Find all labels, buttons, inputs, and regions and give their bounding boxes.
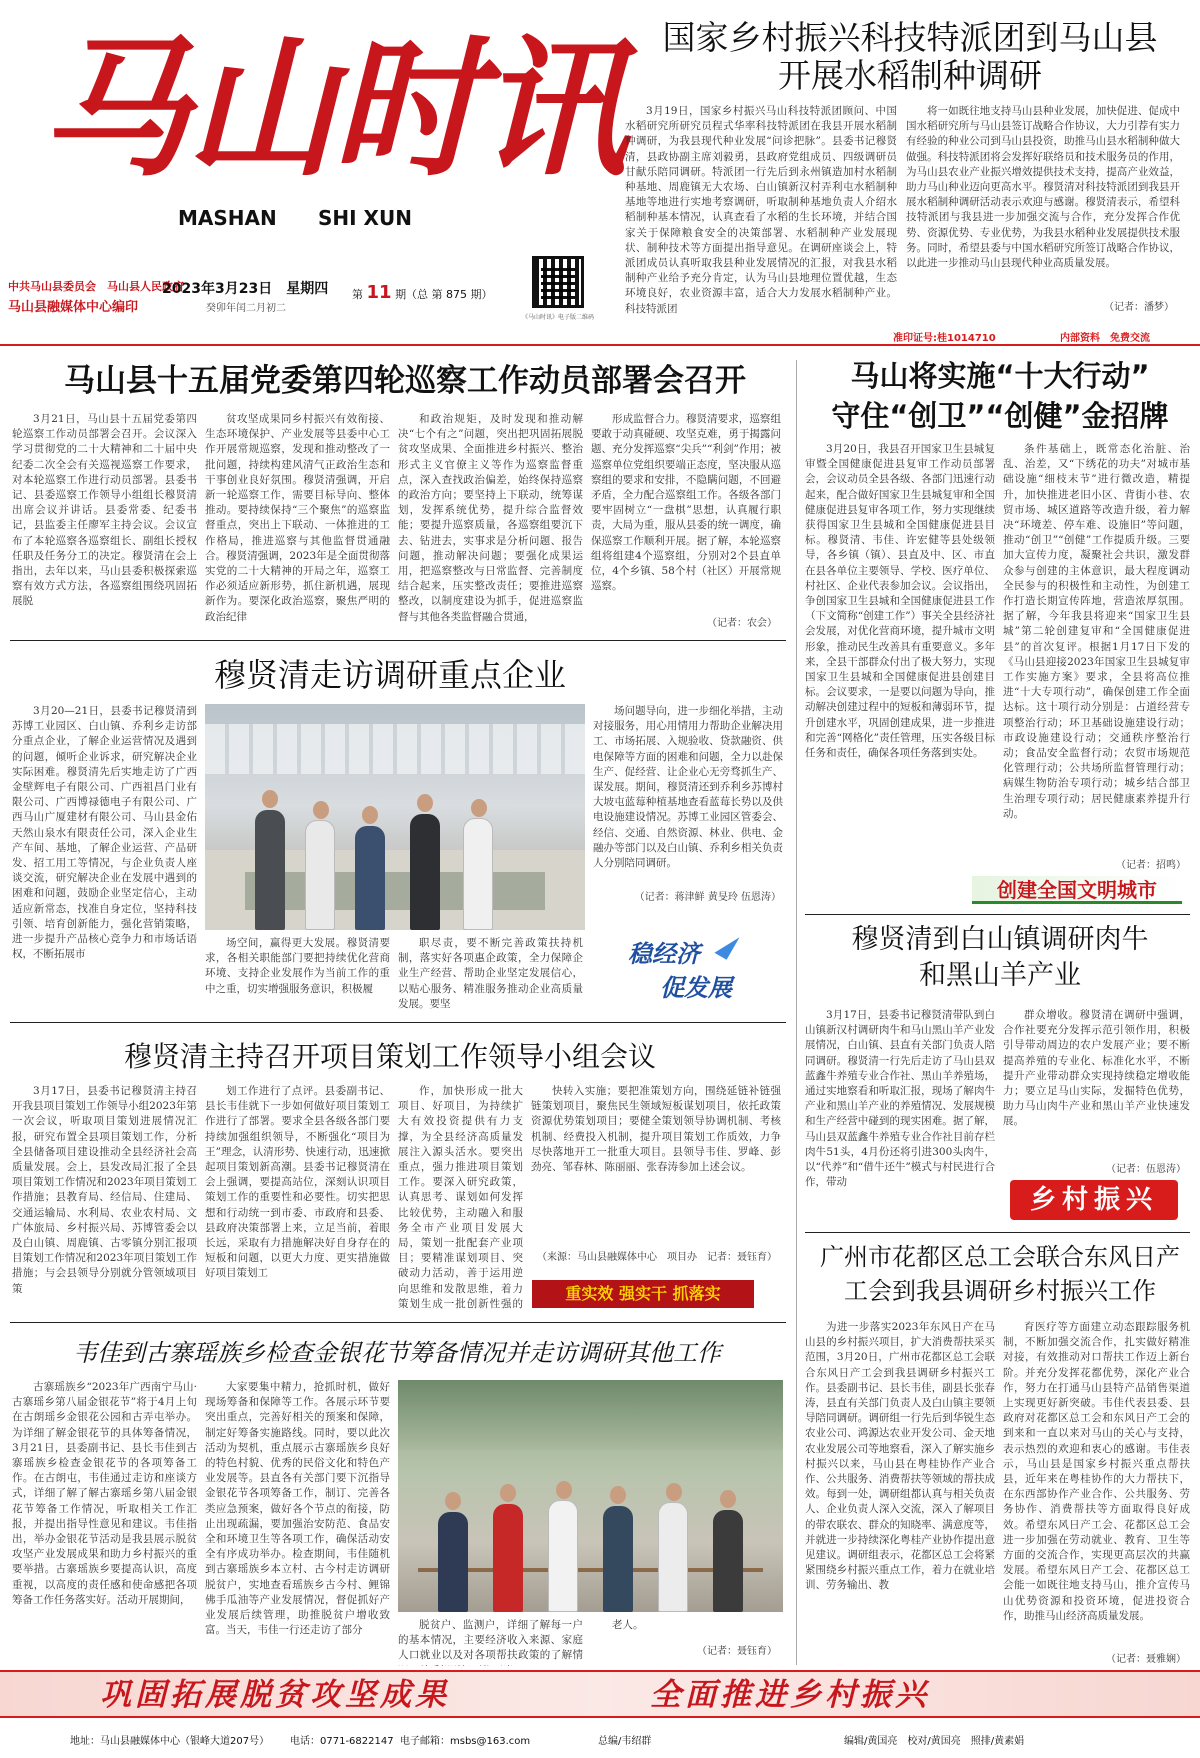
issue-prefix: 第 [352, 288, 363, 301]
person-figure [438, 1512, 468, 1612]
divider-a4 [10, 1022, 786, 1023]
qr-caption: 《马山时讯》电子版二维码 [522, 314, 595, 321]
banner-right-slogan: 全面推进乡村振兴 [650, 1677, 930, 1713]
masthead-logo: 马山时讯 [40, 21, 625, 197]
article2-col3-text: 和政治规矩，及时发现和推动解决“七个有之”问题，突出把巩固拓展脱贫攻坚成果、全面推进乡村振兴、整治形式主义官僚主义等作为巡察监督重点，深入查找政治偏差，始终保持巡察的政治方向；要坚持上下联动，统筹谋划，发挥系统优势，提升综合监督效能；要提升巡察质量，各巡察组要沉下去、钻进去，实事求是分析问题、报告问题，推动解决问题；要强化成果运用，把巡察整改与日常监督、完善制度结合起来，压实整改责任；要推进巡察整改，以制度建设为抓手，促进巡察监督与其他各类监督融合贯通， [398, 413, 583, 623]
permit-note: 内部资料 免费交流 [1060, 333, 1150, 344]
footer-address: 地址：马山县融媒体中心（银峰大道207号） [70, 1736, 270, 1747]
article2-col3 [398, 412, 583, 628]
article6-col4 [531, 1084, 781, 1224]
article8-col2-text: 大家要集中精力，抢抓时机，做好现场筹备和保障等工作。各展示环节要突出重点，完善好相关的预案和保障，制定好筹备实施路线。同时，要以此次活动为契机，重点展示古寨瑶族乡良好的特色村貌、优秀的民俗文化和特色产业发展等。县直各有关部门要下沉指导金银花节各项筹备工作，制订、完善各类应急预案，做好各个节点的衔接，防止出现疏漏，要加强治安防范、食品安全和环境卫生等各项工作，确保活动安全有序成功举办。检查期间，韦佳随机到古寨瑶族乡本立村、古今村走访调研脱贫户，实地查看瑶族乡古今村、鲤锦佛手瓜油等产业发展情况，督促抓好产业发展后续管理，助推脱贫户增收致富。当天，韦佳一行还走访了部分 [205, 1381, 390, 1637]
divider-right-col [796, 360, 797, 1665]
article8-col3 [398, 1618, 583, 1666]
article1-col1 [625, 104, 897, 314]
permit-bar [0, 328, 1200, 346]
article8-col2 [205, 1380, 390, 1666]
article5-col1-text: 3月17日，县委书记穆贤清带队到白山镇新汉村调研肉牛和马山黑山羊产业发展情况，白山镇、县直有关部门负责人陪同调研。穆贤清一行先后走访了马山县双蓝鑫牛养殖专业合作社、黑山羊养殖场，通过实地察看和听取汇报，现场了解肉牛产业和黑山羊产业的养殖情况、发展规模和生产经营中碰到的现实困难。据了解，马山县双蓝鑫牛养殖专业合作社目前存栏肉牛51头，4月份还将引进300头肉牛，以“代养”和“借牛还牛”模式与村民进行合作，带动 [805, 1009, 995, 1189]
article3-title-line2: 守住“创卫”“创健”金招牌 [831, 399, 1169, 433]
article5-title-line1: 穆贤清到白山镇调研肉牛 [851, 924, 1149, 955]
footer-phone: 电话：0771-6822147 [290, 1736, 394, 1747]
article6-col1-text: 3月17日，县委书记穆贤清主持召开我县项目策划工作领导小组2023年第一次会议，听取项目策划进展情况汇报，研究布置全县项目策划工作，分析全县储备项目建设推动全县经济社会高质量发展。会上，县发改局汇报了全县项目策划工作情况和2023年项目策划工作措施；县教育局、经信局、住建局、交通运输局、水利局、农业农村局、文广体旅局、乡村振兴局、苏博管委会以及白山镇、周鹿镇、古零镇分别汇报项目策划工作情况和2023年项目策划工作措施；与会县领导分别就分管领域项目策 [12, 1085, 197, 1295]
civilized-city-badge: 创建全国文明城市 [972, 876, 1182, 904]
lunar-date: 癸卯年闰二月初二 [206, 303, 286, 314]
article2-col4 [591, 412, 781, 612]
article2-title: 马山县十五届党委第四轮巡察工作动员部署会召开 [64, 363, 746, 399]
article4-col1 [12, 704, 197, 1014]
slogan-line1: 稳经济 [628, 940, 700, 968]
issue-number [352, 282, 493, 303]
footer [0, 1722, 1200, 1758]
article2-col2 [205, 412, 390, 628]
article6-col1 [12, 1084, 197, 1312]
person-figure [548, 1500, 578, 1612]
person-figure [493, 1504, 523, 1612]
article8-photo [398, 1380, 783, 1612]
article5-col1 [805, 1008, 995, 1206]
article7-col1-text: 为进一步落实2023年东风日产在马山县的乡村振兴项目，扩大消费帮扶采买范围，3月20日，广州市花都区总工会联合东风日产工会到我县调研乡村振兴工作。县委副书记、县长韦佳，副县长张春涛，县直有关部门负责人及白山镇主要领导陪同调研。调研组一行先后到华锐生态农业公司、鸿源达农业开发公司、金天地农业发展公司等地察看，深入了解实施乡村振兴以来，马山县在粤桂协作产业合作、公共服务、消费帮扶等领域的帮扶成效。每到一处，调研组都认真与相关负责人、企业负责人深入交流，深入了解项目的带农联农、群众的知晓率、满意度等，并就进一步持续深化粤桂产业协作提出意见建议。调研组表示，花都区总工会将紧紧围绕乡村振兴重点工作，着力在就业培训、劳务输出、教 [805, 1321, 995, 1592]
person-figure [355, 826, 385, 930]
article4-col-right-text: 场问题导向，进一步细化举措，主动对接服务，用心用情用力帮助企业解决用工、市场拓展、入规验收、贷款融资、供电保障等方面的困难和问题，全力以赴保生产、促经营、让企业心无旁骛抓生产、谋发展。期间，穆贤清还到乔利乡苏博村大坡屯蓝莓种植基地查看蓝莓长势以及供电设施建设情况。苏博工业园区管委会、经信、交通、自然资源、林业、供电、金融办等部门以及白山镇、乔利乡相关负责人分别陪同调研。 [593, 705, 783, 870]
article1-title-line2: 开展水稻制种调研 [778, 56, 1042, 95]
sponsors-line2: 马山县融媒体中心编印 [8, 300, 139, 315]
article5-col2 [1003, 1008, 1190, 1138]
sponsors-line1: 中共马山县委员会 马山县人民政府 [8, 280, 184, 293]
article5-title-line2: 和黑山羊产业 [919, 960, 1081, 991]
article7-byline: （记者：聂雅娴） [1106, 1654, 1186, 1665]
article6-col3-text: 作，加快形成一批大项目、好项目，为持续扩大有效投资提供有力支撑，为全县经济高质量发展注入源头活水。要突出重点，强力推进项目策划工作。要深入研究政策，认真思考、谋划如何发挥比较优势，主动融入和服务全市产业项目发展大局，策划一批配套产业项目；要精准谋划项目、突破动力活动，善于运用逆向思维和发散思维，着力策划生成一批创新性强的 [398, 1085, 523, 1310]
person-figure [463, 818, 493, 930]
article7-title-line2: 工会到我县调研乡村振兴工作 [844, 1277, 1156, 1305]
divider-a5 [805, 1232, 1190, 1233]
footer-email: 电子邮箱：msbs@163.com [400, 1736, 531, 1747]
divider-a6 [10, 1322, 786, 1323]
article2-byline: （记者：农会） [707, 618, 777, 629]
article6-col2-text: 划工作进行了点评。县委副书记、县长韦佳就下一步如何做好项目策划工作进行了部署。要求全县各级各部门要持续加强组织领导，不断强化“项目为王”理念，认清形势、快速行动，迅速掀起项目策划新高潮。县委书记穆贤清在会上强调，要提高站位，深刻认识项目策划工作的重要性和必要性。切实把思想和行动统一到市委、市政府和县委、县政府决策部署上来，立足当前，着眼长远，采取有力措施解决好自身存在的短板和问题，以更大力度、更实措施做好项目策划工 [205, 1085, 390, 1280]
issue-total: 期（总 第 875 期） [395, 288, 493, 301]
article8-col3b-text: 老人。 [612, 1619, 644, 1631]
article1-title-line1: 国家乡村振兴科技特派团到马山县 [662, 18, 1158, 57]
issue-no: 11 [366, 282, 392, 303]
person-figure [410, 814, 440, 930]
divider-a2 [10, 640, 786, 641]
article3-col1-text: 3月20日，我县召开国家卫生县城复审暨全国健康促进县复审工作动员部署会，会议动员全县各级、各部门迅速行动起来，配合做好国家卫生县城复审和全国健康促进县复审各项工作，努力实现继续获得国家卫生县城和全国健康促进县目标。穆贤清、韦佳、许宏健等县处级领导，各乡镇（镇）、县直及中、区、市直在县各单位主要领导、学校、医疗单位、村社区、企业代表参加会议。会议指出，争创国家卫生县城和全国健康促进县工作（下文简称“创建工作”）事关全县经济社会发展，对优化营商环境，提升城市文明形象，推动民生改善具有重要意义。多年来，全县干部群众付出了极大努力，实现国家卫生县城和全国健康促进县创建目标。会议要求，一是要以问题为导向，推动解决创建过程中的短板和薄弱环节，提升创建水平，巩固创建成果，进一步推进和完善“网格化”责任管理，压实各级目标任务和责任，确保各项任务落到实处。 [805, 443, 995, 760]
article4-photo [205, 704, 585, 930]
masthead-pinyin-right: SHI XUN [318, 206, 412, 230]
article8-col3b [591, 1618, 781, 1636]
article7-title-line1: 广州市花都区总工会联合东风日产 [820, 1243, 1180, 1271]
article3-col2-text: 条件基础上，既常态化治脏、治乱、治差，又“下绣花的功夫”对城市基础设施“细枝末节”进行微改造，精提升，加快推进老旧小区、背街小巷、农贸市场、城区道路等改造升级，着力解决“环境差、停车难、设施旧”等问题，推动“创卫”“创健”工作提质升级。三要加大宣传力度，凝聚社会共识，激发群众参与创建的主体意识，最大程度调动全民参与的积极性和主动性，为创建工作打造长期宣传阵地，营造浓厚氛围。据了解，今年我县将迎来“国家卫生县城”第二轮创建复审和“全国健康促进县”的首次复评。根据1月17日下发的《马山县迎接2023年国家卫生县城复审工作实施方案》要求，全县将高位推进“十大专项行动”，确保创建工作全面达标。这十项行动分别是：占道经营专项整治行动；环卫基础设施建设行动；市政设施建设行动；交通秩序整治行动；食品安全监督行动；农贸市场规范化管理行动；公共场所监督管理行动；病媒生物防治专项行动；城乡结合部卫生治理专项行动；居民健康素养提升行动。 [1003, 443, 1190, 820]
article4-col-right [593, 704, 783, 884]
article8-title: 韦佳到古寨瑶族乡检查金银花节筹备情况并走访调研其他工作 [73, 1339, 721, 1367]
article1-col1-text: 3月19日，国家乡村振兴马山科技特派团顾问、中国水稻研究所研究员程式华率科技特派团在我县开展水稻制种调研，为我县现代种业发展“问诊把脉”。县委书记穆贤清，县政协副主席刘毅勇，县政府党组成员、四级调研员甘献乐陪同调研。特派团一行先后到永州镇造加村水稻制种基地、周鹿镇无大农场、白山镇新汉村弄利屯水稻制种基地等地进行实地考察调研，听取制种基地负责人介绍水稻制种基本情况，认真查看了水稻的生长环境，并结合国家关于保障粮食安全的决策部署、水稻制种产业发展现状、制种技术等方面提出指导意见。在调研座谈会上，特派团成员认真听取我县种业发展情况的汇报，对我县水稻制种产业给予充分肯定，认为马山县地理位置优越，生态环境良好，农业资源丰富，适合大力发展水稻制种产业。科技特派团 [625, 105, 897, 314]
qr-code-icon [532, 256, 584, 308]
article1-col2-text: 将一如既往地支持马山县种业发展，加快促进、促成中国水稻研究所与马山县签订战略合作协议，大力引荐有实力有经验的种业公司到马山县投资，助推马山县水稻制种做大做强。科技特派团将会发挥好联络员和技术服务员的作用，为马山县农业产业振兴增效提供技术支持，提高产业效益，助力马山种业迈向更高水平。穆贤清对科技特派团到我县开展水稻制种调研活动表示欢迎与感谢。穆贤清表示，希望科技特派团与我县进一步加强交流与合作，充分发挥合作优势、资源优势、专业优势，为我县水稻种业发展提供技术服务。同时，希望县委与中国水稻研究所签订战略合作协议，以此进一步推动马山县现代种业高质量发展。 [906, 105, 1180, 270]
article1-col2 [906, 104, 1180, 290]
masthead-pinyin-left: MASHAN [178, 206, 277, 230]
article7-col2-text: 育医疗等方面建立动态跟踪服务机制，不断加强交流合作，扎实做好精准对接，有效推动对口帮扶工作迈上新台阶。并充分发挥花都优势，深化产业合作，努力在打通马山县特产品销售渠道上实现更好新突破。韦佳代表县委、县政府对花都区总工会和东风日产工会的到来和一直以来对马山的关心与支持，表示热烈的欢迎和衷心的感谢。韦佳表示，马山县是国家乡村振兴重点帮扶县，近年来在粤桂协作的大力帮扶下，在东西部协作产业合作、公共服务、劳务协作、消费帮扶等方面取得良好成效。希望东风日产工会、花都区总工会进一步加强在劳动就业、教育、卫生等方面的交流合作，实现更高层次的共赢发展。希望东风日产工会、花都区总工会能一如既往地支持马山，推介宣传马山优势资源和投资环境，促进投资合作，助推马山经济高质量发展。 [1003, 1321, 1190, 1622]
person-figure [603, 1506, 633, 1612]
bottom-banner [0, 1670, 1200, 1718]
article8-col3-text: 脱贫户、监测户，详细了解每一户的基本情况，主要经济收入来源、家庭人口就业以及对各项帮扶政策的了解情 [398, 1619, 583, 1662]
person-figure [713, 1510, 743, 1612]
issue-date: 2023年3月23日 星期四 [162, 281, 329, 297]
article4-byline: （记者：蒋津鲜 黄旻玲 伍恩涛） [634, 892, 781, 903]
article7-col2 [1003, 1320, 1190, 1646]
masthead [0, 0, 1200, 345]
slogan-line2: 促发展 [660, 974, 732, 1002]
article7-col1 [805, 1320, 995, 1665]
article2-col1 [12, 412, 197, 628]
article3-col2 [1003, 442, 1190, 854]
article8-col1-text: 古寨瑶族乡“2023年广西南宁马山·古寨瑶乡第八届金银花节”将于4月上旬在古朗瑶乡金银花公园和古弄屯举办。为详细了解金银花节的具体筹备情况，3月21日，县委副书记、县长韦佳到古寨瑶族乡检查金银花节的各项筹备工作。在古朗屯，韦佳通过走访和座谈方式，详细了解了解古寨瑶乡第八届金银花节筹备工作情况，听取相关工作汇报，并提出指导性意见和建议。韦佳指出，举办金银花节活动是我县展示脱贫攻坚产业发展成果和助力乡村振兴的重要举措。古寨瑶族乡要提高认识，高度重视，以高度的责任感和使命感把各项筹备工作任务落实好。活动开展期间， [12, 1381, 197, 1606]
article8-byline: （记者：聂钰育） [697, 1646, 777, 1657]
article4-col1-text: 3月20—21日，县委书记穆贤清到苏博工业园区、白山镇、乔利乡走访部分重点企业，了解企业运营情况及遇到的问题，倾听企业诉求，研究解决企业实际困难。穆贤清先后实地走访了广西金壁辉电子有限公司、广西祖昌门业有限公司、广西博禄德电子有限公司、广西马山广厦建材有限公司、马山县金佑天然山泉水有限责任公司，深入企业生产车间、基地，了解企业运营、产品研发、招工用工等情况，与企业负责人座谈交流，研究解决企业在发展中遇到的困难和问题，鼓励企业坚定信心，主动适应新常态，找准自身定位，坚持科技引领、培育创新能力，强化营销策略，进一步提升产品核心竞争力和市场话语权，不断拓展市 [12, 705, 197, 961]
article1-byline: （记者：潘梦） [1104, 302, 1174, 313]
divider-a3 [805, 914, 1190, 915]
person-figure [658, 1502, 688, 1612]
banner-left-slogan: 巩固拓展脱贫攻坚成果 [100, 1677, 450, 1713]
article3-col1 [805, 442, 995, 892]
article3-byline: （记者：招鸣） [1116, 860, 1186, 871]
article6-col3 [398, 1084, 523, 1312]
article6-col2 [205, 1084, 390, 1312]
person-figure [255, 810, 285, 930]
footer-chief-editor: 总编/韦绍群 [598, 1736, 652, 1747]
article6-col4-text: 快转入实施；要把准策划方向，围绕延链补链强链策划项目，聚焦民生领域短板谋划项目，依托政策资源优势策划项目；要健全策划领导协调机制、考核机制、经费投入机制，提升项目策划工作质效，力争尽快落地开工一批重大项目。县领导韦佳、罗峰、彭劲亮、邹春林、陈丽丽、张春涛参加上述会议。 [531, 1085, 781, 1174]
practical-results-slogan: 重实效 强实干 抓落实 [532, 1280, 754, 1308]
article5-byline: （记者：伍恩涛） [1106, 1164, 1186, 1175]
footer-editors: 编辑/黄国亮 校对/黄国亮 照排/黄素娟 [844, 1736, 1025, 1747]
article4-title: 穆贤清走访调研重点企业 [213, 656, 566, 694]
permit-number: 准印证号:桂1014710 [893, 333, 996, 344]
article6-title: 穆贤清主持召开项目策划工作领导小组会议 [123, 1040, 656, 1073]
article6-byline: （来源：马山县融媒体中心 项目办 记者：聂钰育） [537, 1252, 777, 1263]
article8-col1 [12, 1380, 197, 1666]
article2-col1-text: 3月21日，马山县十五届党委第四轮巡察工作动员部署会召开。会议深入学习贯彻党的二十大精神和二十届中央纪委二次全会有关巡视巡察工作要求，对本轮巡察工作进行动员部署。县委书记、县委巡察工作领导小组组长穆贤清出席会议并讲话。县委常委、纪委书记，县监委主任廖军主持会议。会议宣布了本轮巡察各巡察组长、副组长授权任职及任务分工的决定。穆贤清在会上指出，去年以来，马山县委积极探索巡察有效方式方法，各巡察组围绕巩固拓展脱 [12, 413, 197, 608]
article4-bottom-mid [398, 936, 583, 1012]
stabilize-economy-slogan [600, 930, 770, 1010]
article4-bottom-left [205, 936, 390, 1012]
article4-bottom-mid-text: 职尽责，要不断完善政策扶持机制，落实好各项惠企政策，全力保障企业生产经营、帮助企业坚定发展信心，以贴心服务、精准服务推动企业高质量发展。要坚 [398, 937, 583, 1010]
article5-col2-text: 群众增收。穆贤清在调研中强调，合作社要充分发挥示范引领作用，积极引导带动周边的农户发展产业；要不断提高养殖的专业化、标准化水平，不断提升产业带动群众实现持续稳定增收能力；要立足马山实际，发掘特色优势，助力马山肉牛产业和黑山羊产业快速发展。 [1003, 1009, 1190, 1128]
person-figure [305, 820, 335, 930]
article4-bottom-left-text: 场空间，赢得更大发展。穆贤清要求，各相关职能部门要把持续优化营商环境、支持企业发展作为当前工作的重中之重，切实增强服务意识，积极履 [205, 937, 390, 995]
article2-col2-text: 贫攻坚成果同乡村振兴有效衔接、生态环境保护、产业发展等县委中心工作开展常规巡察，发现和推动整改了一批问题，持续构建风清气正政治生态和干事创业良好氛围。穆贤清强调，开启新一轮巡察工作，需要目标导向、整体推动。要持续保持“三个聚焦”的巡察监督重点，突出上下联动、一体推进的工作格局，推进巡察与其他监督贯通融合。穆贤清强调，2023年是全面贯彻落实党的二十大精神的开局之年，巡察工作必须适应新形势，抓住新机遇，展现新作为。要深化政治巡察，聚焦严明的政治纪律 [205, 413, 390, 623]
article2-col4-text: 形成监督合力。穆贤清要求，巡察组要敢于动真碰硬、攻坚克难，勇于揭露问题、充分发挥巡察“尖兵”“利剑”作用；被巡察单位党组织要端正态度，坚决服从巡察组的要求和安排，不隐瞒问题，不回避矛盾，全力配合巡察组工作。各级各部门要牢固树立“一盘棋”思想，认真履行职责，大局为重，服从县委的统一调度，确保巡察工作顺利开展。据了解，本轮巡察组将组建4个巡察组，分别对2个县直单位，4个乡镇、58个村（社区）开展常规巡察。 [591, 413, 781, 593]
article3-title-line1: 马山将实施“十大行动” [850, 359, 1150, 393]
arrow-icon [714, 930, 739, 960]
rural-revitalization-badge: 乡村振兴 [1010, 1180, 1178, 1220]
